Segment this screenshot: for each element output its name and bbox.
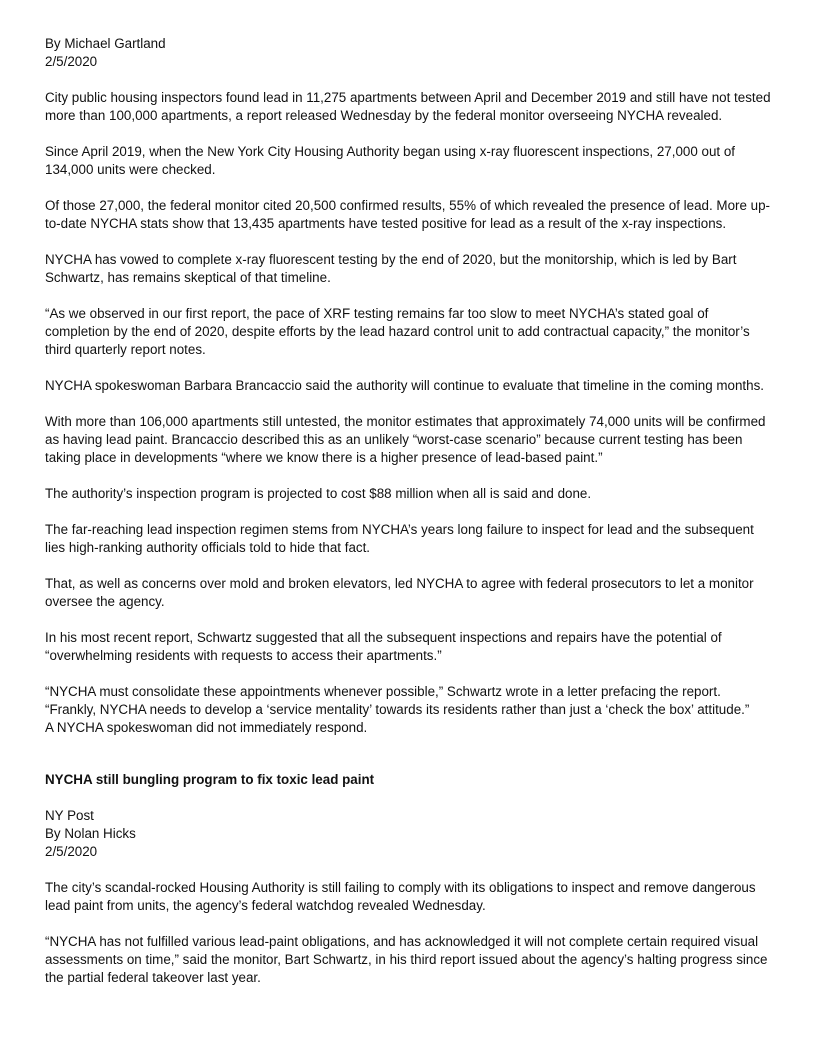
date: 2/5/2020 — [45, 844, 98, 859]
article-2-header — [45, 807, 773, 861]
paragraph: With more than 106,000 apartments still untested, the monitor estimates that approximately 74,000 units will be confirmed as having lead paint. Brancaccio described this as an unlikely “worst-case scenario” because current testing has been taking place in developments “where we know there is a higher presence of lead-based paint.” — [45, 414, 766, 465]
byline: By Nolan Hicks — [45, 826, 136, 841]
paragraph: “As we observed in our first report, the pace of XRF testing remains far too slow to meet NYCHA’s stated goal of completion by the end of 2020, despite efforts by the lead hazard control unit to add contractual capacity,” the monitor’s third quarterly report notes. — [45, 306, 750, 357]
paragraph: The city’s scandal-rocked Housing Authority is still failing to comply with its obligations to inspect and remove dangerous lead paint from units, the agency’s federal watchdog revealed Wednesday. — [45, 880, 756, 913]
date: 2/5/2020 — [45, 54, 98, 69]
closing-line: A NYCHA spokeswoman did not immediately respond. — [45, 720, 368, 735]
paragraph: In his most recent report, Schwartz suggested that all the subsequent inspections and repairs have the potential of “overwhelming residents with requests to access their apartments.” — [45, 630, 722, 663]
paragraph: NYCHA spokeswoman Barbara Brancaccio said the authority will continue to evaluate that timeline in the coming months. — [45, 378, 765, 393]
paragraph: That, as well as concerns over mold and broken elevators, led NYCHA to agree with federal prosecutors to let a monitor oversee the agency. — [45, 576, 754, 609]
article-2-headline: NYCHA still bungling program to fix toxic lead paint — [45, 772, 375, 787]
paragraph: “NYCHA has not fulfilled various lead-paint obligations, and has acknowledged it will not complete certain required visual assessments on time,” said the monitor, Bart Schwartz, in his third report issued about the agency’s halting progress since the partial federal takeover last year. — [45, 934, 768, 985]
closing-line: “NYCHA must consolidate these appointments whenever possible,” Schwartz wrote in a letter prefacing the report. — [45, 684, 721, 699]
paragraph: Since April 2019, when the New York City Housing Authority began using x-ray fluorescent inspections, 27,000 out of 134,000 units were checked. — [45, 144, 736, 177]
paragraph: Of those 27,000, the federal monitor cited 20,500 confirmed results, 55% of which revealed the presence of lead. More up-to-date NYCHA stats show that 13,435 apartments have tested positive for lead as a result of the x-ray inspections. — [45, 198, 770, 231]
paragraph: The far-reaching lead inspection regimen stems from NYCHA’s years long failure to inspect for lead and the subsequent lies high-ranking authority officials told to hide that fact. — [45, 522, 754, 555]
closing-line: “Frankly, NYCHA needs to develop a ‘service mentality’ towards its residents rather than just a ‘check the box’ attitude.” — [45, 702, 750, 717]
paragraph: NYCHA has vowed to complete x-ray fluorescent testing by the end of 2020, but the monitorship, which is led by Bart Schwartz, has remains skeptical of that timeline. — [45, 252, 737, 285]
closing-paragraph — [45, 683, 773, 737]
article-1-header — [45, 35, 773, 71]
source: NY Post — [45, 808, 94, 823]
paragraph: City public housing inspectors found lead in 11,275 apartments between April and December 2019 and still have not tested more than 100,000 apartments, a report released Wednesday by the federal monitor overseeing NYCHA revealed. — [45, 90, 771, 123]
document-page — [45, 35, 773, 1005]
paragraph: The authority’s inspection program is projected to cost $88 million when all is said and done. — [45, 486, 592, 501]
byline: By Michael Gartland — [45, 36, 166, 51]
